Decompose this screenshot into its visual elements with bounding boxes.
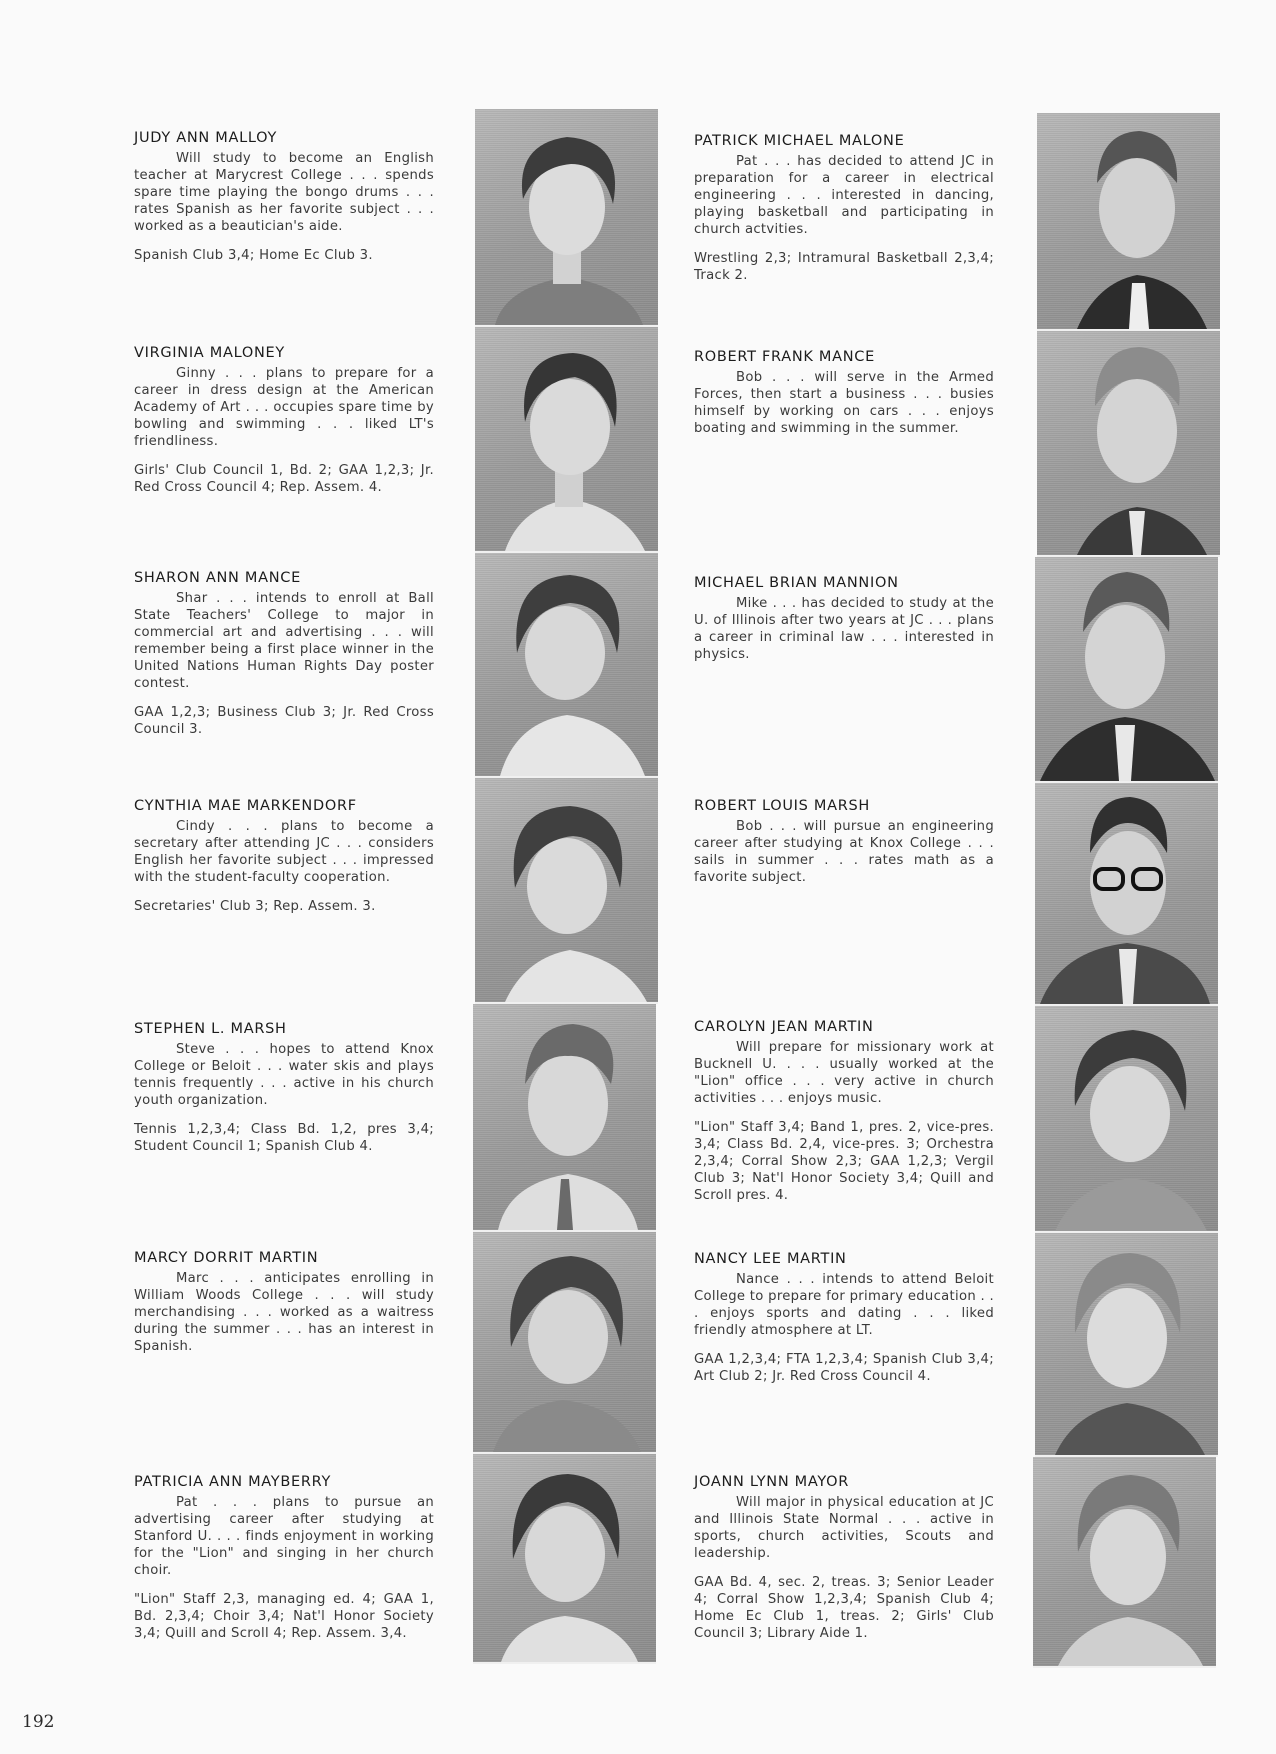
student-bio: Will major in physical education at JC and Illinois State Normal . . . active in sports, church activities, Scouts and leadership. <box>694 1495 994 1561</box>
student-name: SHARON ANN MANCE <box>134 570 301 586</box>
student-bio: Marc . . . anticipates enrolling in William Woods College . . . will study merchandising . . . worked as a waitress during the summer . . . has an interest in Spanish. <box>134 1271 434 1354</box>
student-bio: Steve . . . hopes to attend Knox College or Beloit . . . water skis and plays tennis frequently . . . active in his church youth organization. <box>134 1042 434 1108</box>
student-activities: Secretaries' Club 3; Rep. Assem. 3. <box>134 899 376 914</box>
student-bio: Bob . . . will pursue an engineering career after studying at Knox College . . . sails in summer . . . rates math as a favorite subject. <box>694 819 994 885</box>
student-bio: Bob . . . will serve in the Armed Forces, then start a business . . . busies himself by working on cars . . . enjoys boating and swimming in the summer. <box>694 370 994 436</box>
student-entry <box>134 130 434 264</box>
student-name: CAROLYN JEAN MARTIN <box>694 1019 874 1035</box>
student-entry <box>694 1474 994 1642</box>
student-name: NANCY LEE MARTIN <box>694 1251 847 1267</box>
student-entry <box>134 1021 434 1155</box>
student-name: MARCY DORRIT MARTIN <box>134 1250 319 1266</box>
student-bio: Will study to become an English teacher at Marycrest College . . . spends spare time playing the bongo drums . . . rates Spanish as her favorite subject . . . worked as a beautician's aide. <box>134 151 434 234</box>
student-portrait <box>1035 783 1218 1006</box>
student-name: ROBERT LOUIS MARSH <box>694 798 870 814</box>
student-portrait <box>1037 113 1220 331</box>
student-entry <box>134 345 434 496</box>
student-portrait <box>475 327 658 553</box>
student-activities: GAA Bd. 4, sec. 2, treas. 3; Senior Leader 4; Corral Show 1,2,3,4; Spanish Club 4; Home Ec Club 1, treas. 2; Girls' Club Council 3; Library Aide 1. <box>694 1575 994 1641</box>
student-bio: Mike . . . has decided to study at the U. of Illinois after two years at JC . . . plans a career in criminal law . . . interested in physics. <box>694 596 994 662</box>
student-name: PATRICIA ANN MAYBERRY <box>134 1474 332 1490</box>
student-bio: Ginny . . . plans to prepare for a career in dress design at the American Academy of Art . . . occupies spare time by bowling and swimming . . . liked LT's friendliness. <box>134 366 434 449</box>
student-portrait <box>473 1232 656 1454</box>
student-name: PATRICK MICHAEL MALONE <box>694 133 905 149</box>
student-bio: Cindy . . . plans to become a secretary after attending JC . . . considers English her favorite subject . . . impressed with the student-faculty cooperation. <box>134 819 434 885</box>
student-bio: Pat . . . has decided to attend JC in preparation for a career in electrical engineering . . . interested in dancing, playing basketball and participating in church actvities. <box>694 154 994 237</box>
student-entry <box>134 1474 434 1642</box>
student-name: MICHAEL BRIAN MANNION <box>694 575 899 591</box>
student-name: ROBERT FRANK MANCE <box>694 349 875 365</box>
student-entry <box>694 575 994 663</box>
student-activities: Girls' Club Council 1, Bd. 2; GAA 1,2,3; Jr. Red Cross Council 4; Rep. Assem. 4. <box>134 463 434 495</box>
student-activities: "Lion" Staff 2,3, managing ed. 4; GAA 1, Bd. 2,3,4; Choir 3,4; Nat'l Honor Society 3,4; Quill and Scroll 4; Rep. Assem. 3,4. <box>134 1592 434 1641</box>
student-activities: "Lion" Staff 3,4; Band 1, pres. 2, vice-pres. 3,4; Class Bd. 2,4, vice-pres. 3; Orchestra 2,3,4; Corral Show 2,3; GAA 1,2,3; Vergil Club 3; Nat'l Honor Society 3,4; Quill and Scroll pres. 4. <box>694 1120 994 1203</box>
student-bio: Pat . . . plans to pursue an advertising career after studying at Stanford U. . . . finds enjoyment in working for the "Lion" and singing in her church choir. <box>134 1495 434 1578</box>
student-name: STEPHEN L. MARSH <box>134 1021 287 1037</box>
student-entry <box>134 798 434 915</box>
student-activities: Tennis 1,2,3,4; Class Bd. 1,2, pres 3,4; Student Council 1; Spanish Club 4. <box>134 1122 434 1154</box>
student-activities: Wrestling 2,3; Intramural Basketball 2,3,4; Track 2. <box>694 251 994 283</box>
student-name: VIRGINIA MALONEY <box>134 345 285 361</box>
student-name: JUDY ANN MALLOY <box>134 130 277 146</box>
student-name: JOANN LYNN MAYOR <box>694 1474 850 1490</box>
student-portrait <box>1037 331 1220 557</box>
page-number: 192 <box>22 1712 55 1732</box>
student-entry <box>694 133 994 284</box>
student-portrait <box>473 1004 656 1232</box>
student-portrait <box>1033 1457 1216 1668</box>
student-entry <box>694 1251 994 1385</box>
student-portrait <box>1035 1233 1218 1457</box>
student-entry <box>694 1019 994 1204</box>
student-bio: Nance . . . intends to attend Beloit College to prepare for primary education . . . enjoys sports and dating . . . liked friendly atmosphere at LT. <box>694 1272 994 1338</box>
student-portrait <box>1035 1006 1218 1233</box>
student-portrait <box>473 1454 656 1664</box>
student-activities: Spanish Club 3,4; Home Ec Club 3. <box>134 248 373 263</box>
student-activities: GAA 1,2,3,4; FTA 1,2,3,4; Spanish Club 3,4; Art Club 2; Jr. Red Cross Council 4. <box>694 1352 994 1384</box>
student-entry <box>694 349 994 437</box>
student-bio: Shar . . . intends to enroll at Ball State Teachers' College to major in commercial art and advertising . . . will remember being a first place winner in the United Nations Human Rights Day poster contest. <box>134 591 434 691</box>
student-entry <box>694 798 994 886</box>
student-portrait <box>475 553 658 778</box>
student-portrait <box>475 109 658 327</box>
student-name: CYNTHIA MAE MARKENDORF <box>134 798 357 814</box>
student-portrait <box>475 778 658 1004</box>
student-activities: GAA 1,2,3; Business Club 3; Jr. Red Cross Council 3. <box>134 705 434 737</box>
student-entry <box>134 570 434 738</box>
student-portrait <box>1035 557 1218 783</box>
student-entry <box>134 1250 434 1355</box>
student-bio: Will prepare for missionary work at Bucknell U. . . . usually worked at the "Lion" office . . . very active in church activities . . . enjoys music. <box>694 1040 994 1106</box>
